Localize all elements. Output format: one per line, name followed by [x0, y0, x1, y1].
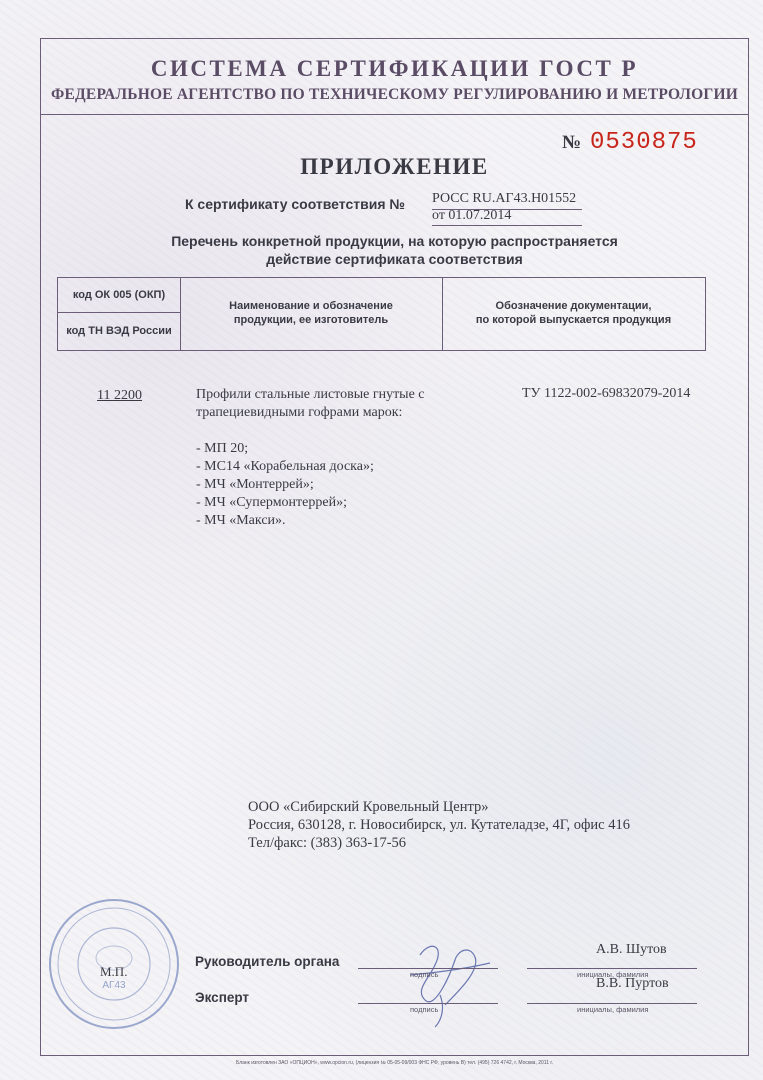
manufacturer-block	[248, 798, 630, 852]
stamp-center-text: АГ43	[102, 980, 126, 991]
expert-name: В.В. Пуртов	[596, 976, 669, 991]
product-line: - МП 20;	[196, 441, 249, 456]
product-line: - МЧ «Монтеррей»;	[196, 477, 314, 492]
expert-initials-caption: инициалы, фамилия	[577, 1005, 649, 1014]
signature-scribble	[390, 935, 500, 1030]
certificate-label: К сертификату соответствия №	[185, 196, 405, 212]
head-signature-caption: подпись	[410, 970, 439, 979]
header-documentation	[442, 299, 705, 327]
head-initials-caption: инициалы, фамилия	[577, 970, 649, 979]
certificate-date: от 01.07.2014	[432, 208, 512, 223]
certificate-date-underline	[432, 225, 582, 226]
okp-code: 11 2200	[97, 388, 142, 403]
form-number-label: №	[562, 132, 582, 153]
manufacturer-phone: Тел/факс: (383) 363-17-56	[248, 835, 407, 851]
expert-name-line	[527, 1003, 697, 1004]
manufacturer-name: ООО «Сибирский Кровельный Центр»	[248, 799, 489, 815]
certificate-number: РОСС RU.АГ43.Н01552	[432, 191, 577, 206]
form-number: 0530875	[590, 129, 698, 156]
product-line: - МЧ «Макси».	[196, 513, 286, 528]
product-line	[196, 422, 425, 440]
system-title: СИСТЕМА СЕРТИФИКАЦИИ ГОСТ Р	[150, 56, 639, 81]
table-divider	[58, 312, 180, 313]
manufacturer-address: Россия, 630128, г. Новосибирск, ул. Кутателадзе, 4Г, офис 416	[248, 817, 630, 833]
expert-signature-line	[358, 1003, 498, 1004]
scope-title-line1: Перечень конкретной продукции, на которую распространяется	[171, 233, 618, 249]
product-line: трапециевидными гофрами марок:	[196, 405, 403, 420]
agency-title: ФЕДЕРАЛЬНОЕ АГЕНТСТВО ПО ТЕХНИЧЕСКОМУ РЕГУЛИРОВАНИЮ И МЕТРОЛОГИИ	[50, 86, 739, 103]
scope-title-line2: действие сертификата соответствия	[266, 251, 523, 267]
head-signature-line	[358, 968, 498, 969]
expert-signature-caption: подпись	[410, 1005, 439, 1014]
form-footer: Бланк изготовлен ЗАО «ОПЦИОН», www.opcion.ru, (лицензия № 05-05-09/003 ФНС РФ, уровень В) тел. (495) 726 4742, г. Москва, 2011 г.	[236, 1060, 553, 1066]
header-product-name-line2: продукции, ее изготовитель	[233, 314, 389, 326]
header-product-name	[180, 299, 442, 327]
header-product-name-line1: Наименование и обозначение	[229, 300, 393, 312]
head-name-line	[527, 968, 697, 969]
stamp-place-label: М.П.	[100, 964, 128, 979]
header-documentation-line2: по которой выпускается продукция	[475, 314, 672, 326]
header-okp-code: код ОК 005 (ОКП)	[72, 289, 166, 301]
header-documentation-line1: Обозначение документации,	[495, 300, 652, 312]
product-description	[196, 386, 425, 530]
header-divider	[40, 114, 749, 115]
product-line: - МС14 «Корабельная доска»;	[196, 459, 374, 474]
product-line: Профили стальные листовые гнутые с	[196, 387, 425, 402]
product-line: - МЧ «Супермонтеррей»;	[196, 495, 347, 510]
head-name: А.В. Шутов	[596, 942, 667, 957]
documentation-reference: ТУ 1122-002-69832079-2014	[522, 386, 691, 401]
table-header	[57, 277, 706, 351]
head-label: Руководитель органа	[195, 954, 340, 969]
header-tnved-code: код ТН ВЭД России	[66, 325, 172, 337]
expert-label: Эксперт	[195, 990, 250, 1005]
scope-title	[40, 232, 749, 268]
appendix-title: ПРИЛОЖЕНИЕ	[300, 154, 489, 179]
